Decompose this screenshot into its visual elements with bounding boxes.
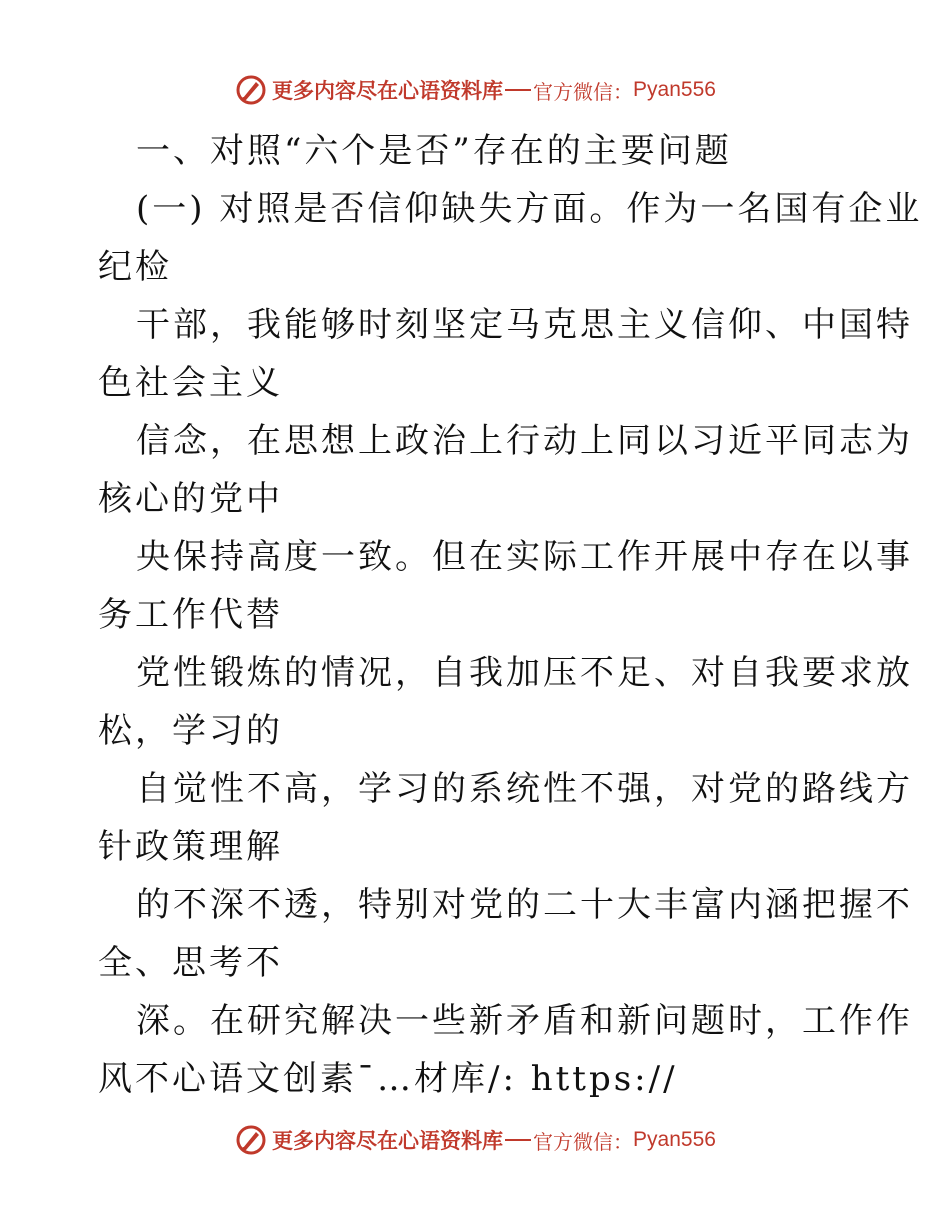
text-line: 纪检 (98, 247, 172, 287)
text-line: 色社会主义 (98, 363, 283, 403)
text-line: 全、思考不 (98, 943, 283, 983)
text-line: 务工作代替 (98, 595, 283, 635)
text-line: 党性锻炼的情况，自我加压不足、对自我要求放 (136, 653, 913, 693)
text-line: 信念，在思想上政治上行动上同以习近平同志为 (136, 421, 913, 461)
text-line: 的不深不透，特别对党的二十大丰富内涵把握不 (136, 885, 913, 925)
text-line: 央保持高度一致。但在实际工作开展中存在以事 (136, 537, 913, 577)
text-line: 深。在研究解决一些新矛盾和新问题时，工作作 (136, 1001, 913, 1041)
banner-dash (505, 89, 531, 91)
banner-dash (505, 1139, 531, 1141)
banner-wechat-id: Pyan556 (633, 78, 716, 101)
document-body (98, 122, 923, 1108)
footer-watermark-banner (0, 1120, 950, 1160)
text-line: 风不心语文创素¯…材库/: https:// (98, 1059, 678, 1099)
banner-text: 更多内容尽在心语资料库 (272, 1128, 504, 1153)
text-line: 自觉性不高，学习的系统性不强，对党的路线方 (136, 769, 913, 809)
banner-wechat-label: 官方微信： (533, 79, 634, 104)
text-line: (一) 对照是否信仰缺失方面。作为一名国有企业 (136, 189, 923, 229)
text-line: 针政策理解 (98, 827, 283, 867)
quill-logo-icon (234, 73, 268, 107)
text-line: 干部，我能够时刻坚定马克思主义信仰、中国特 (136, 305, 913, 345)
banner-wechat-label: 官方微信： (533, 1129, 634, 1154)
text-line: 核心的党中 (98, 479, 283, 519)
header-watermark-banner (0, 70, 950, 110)
banner-wechat-id: Pyan556 (633, 1128, 716, 1151)
quill-logo-icon (234, 1123, 268, 1157)
text-line: 松，学习的 (98, 711, 283, 751)
section-heading: 一、对照“六个是否”存在的主要问题 (136, 131, 732, 171)
banner-text: 更多内容尽在心语资料库 (272, 78, 504, 103)
